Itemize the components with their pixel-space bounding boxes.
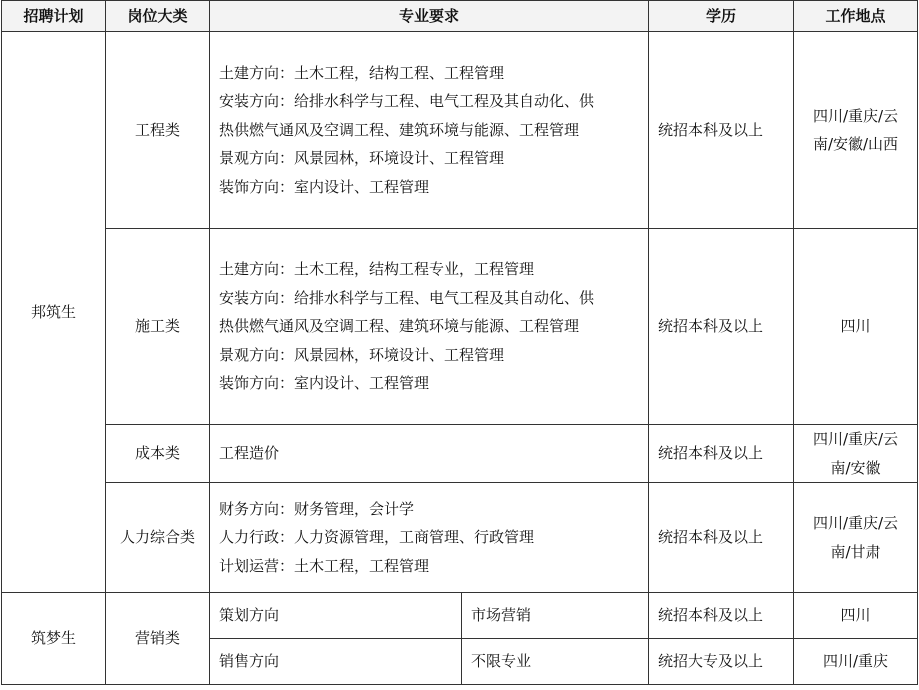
location-cell: 四川/重庆 <box>794 639 918 685</box>
direction-cell: 策划方向 <box>210 593 462 639</box>
major-cell: 不限专业 <box>462 639 649 685</box>
education-cell: 统招本科及以上 <box>649 425 794 483</box>
category-cell: 成本类 <box>106 425 210 483</box>
recruitment-table <box>1 0 918 685</box>
table-row <box>2 229 918 425</box>
location-line: 南/安徽/山西 <box>812 135 899 153</box>
table-row <box>2 425 918 483</box>
plan-bangzhu: 邦筑生 <box>2 32 106 593</box>
header-location: 工作地点 <box>794 1 918 32</box>
header-education: 学历 <box>649 1 794 32</box>
requirement-line: 工程造价 <box>219 444 280 463</box>
requirement-line: 装饰方向：室内设计、工程管理 <box>219 374 430 393</box>
major-cell: 市场营销 <box>462 593 649 639</box>
requirement-line: 计划运营：土木工程，工程管理 <box>219 556 430 575</box>
location-cell <box>794 425 918 483</box>
requirement-line: 热供燃气通风及空调工程、建筑环境与能源、工程管理 <box>219 120 580 139</box>
requirement-line: 安装方向：给排水科学与工程、电气工程及其自动化、供 <box>219 288 595 307</box>
requirement-line: 人力行政：人力资源管理，工商管理、行政管理 <box>219 528 535 547</box>
requirement-line: 热供燃气通风及空调工程、建筑环境与能源、工程管理 <box>219 317 580 336</box>
education-cell: 统招大专及以上 <box>649 639 794 685</box>
location-cell: 四川 <box>794 593 918 639</box>
table-row <box>2 593 918 639</box>
location-line: 南/甘肃 <box>830 542 881 561</box>
requirement-line: 财务方向：财务管理，会计学 <box>219 499 415 518</box>
header-row <box>2 1 918 32</box>
education-cell: 统招本科及以上 <box>649 32 794 229</box>
requirement-line: 装饰方向：室内设计、工程管理 <box>219 177 430 196</box>
requirements-cell <box>210 483 649 593</box>
requirements-cell <box>210 425 649 483</box>
location-cell <box>794 483 918 593</box>
requirement-line: 景观方向：风景园林，环境设计、工程管理 <box>219 345 505 364</box>
education-cell: 统招本科及以上 <box>649 483 794 593</box>
table-row <box>2 32 918 229</box>
category-cell: 人力综合类 <box>106 483 210 593</box>
location-line: 四川/重庆/云 <box>812 106 899 125</box>
table-row <box>2 483 918 593</box>
requirement-line: 安装方向：给排水科学与工程、电气工程及其自动化、供 <box>219 92 595 111</box>
location-line: 四川/重庆/云 <box>812 430 899 448</box>
header-requirements: 专业要求 <box>210 1 649 32</box>
location-line: 南/安徽 <box>830 458 881 477</box>
education-cell: 统招本科及以上 <box>649 593 794 639</box>
location-cell <box>794 229 918 425</box>
header-category: 岗位大类 <box>106 1 210 32</box>
plan-zhumeng: 筑梦生 <box>2 593 106 685</box>
location-line: 四川 <box>840 317 871 336</box>
category-cell: 营销类 <box>106 593 210 685</box>
category-cell: 工程类 <box>106 32 210 229</box>
requirement-line: 土建方向：土木工程，结构工程专业，工程管理 <box>219 260 535 279</box>
direction-cell: 销售方向 <box>210 639 462 685</box>
requirement-line: 土建方向：土木工程，结构工程、工程管理 <box>219 63 505 82</box>
education-cell: 统招本科及以上 <box>649 229 794 425</box>
location-cell <box>794 32 918 229</box>
requirement-line: 景观方向：风景园林，环境设计、工程管理 <box>219 149 505 168</box>
requirements-cell <box>210 229 649 425</box>
category-cell: 施工类 <box>106 229 210 425</box>
header-plan: 招聘计划 <box>2 1 106 32</box>
requirements-cell <box>210 32 649 229</box>
location-line: 四川/重庆/云 <box>812 514 899 532</box>
